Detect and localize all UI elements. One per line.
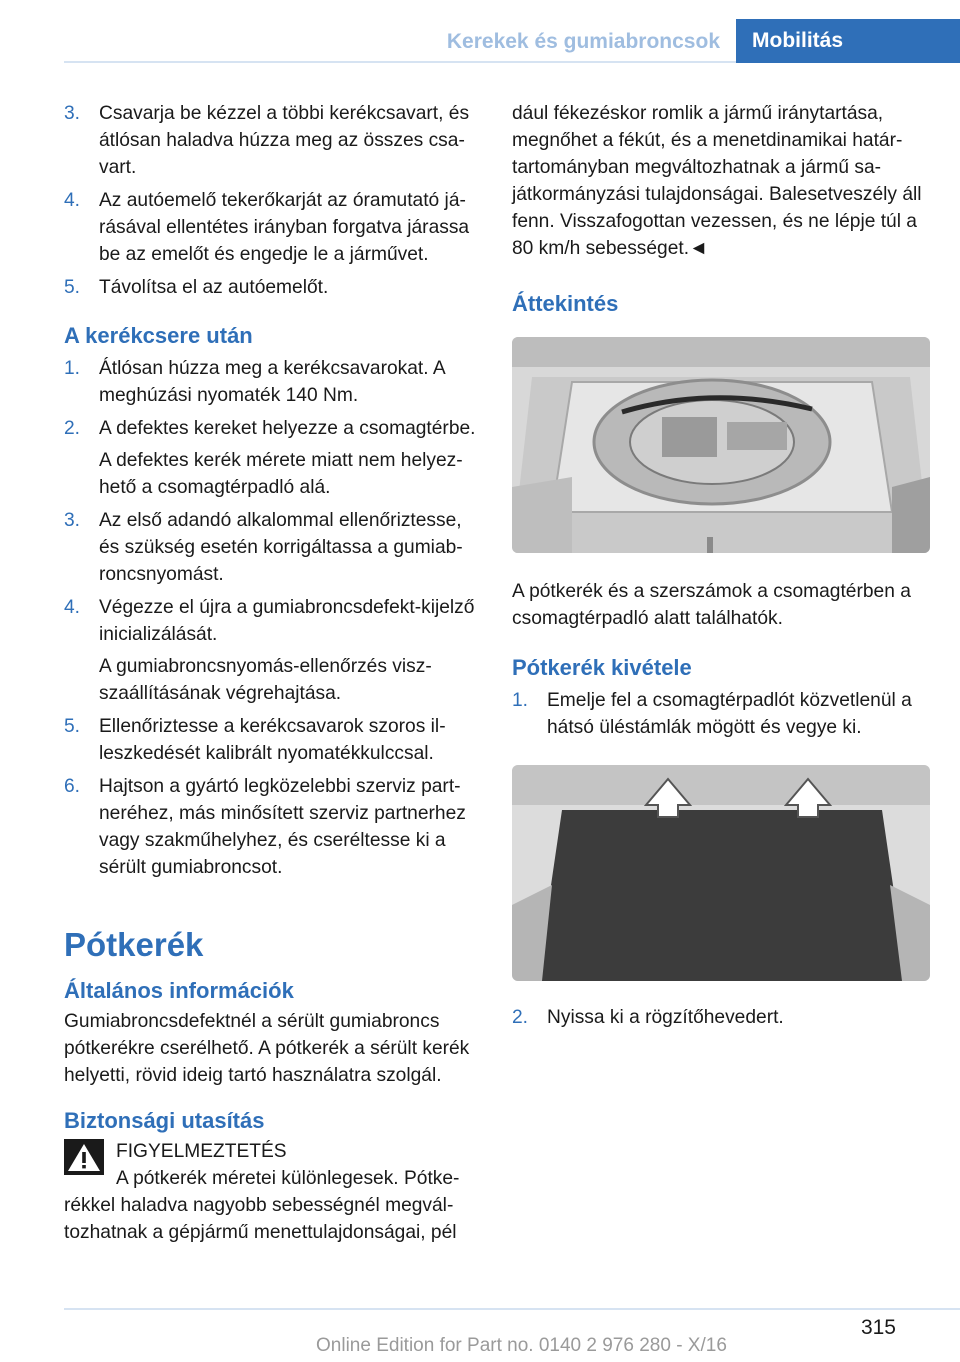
overview-caption: A pótkerék és a szerszámok a csomagtérben a csomagtérpadló alatt találhatók. [512, 581, 911, 629]
step-text: Ellenőriztesse a kerékcsavarok szoros illeszkedését kalibrált nyomatékkulccsal. [99, 716, 446, 764]
header-chapter-tab[interactable]: Mobilitás [736, 19, 960, 63]
step-number: 2. [512, 1007, 529, 1028]
step-text: Csavarja be kézzel a többi kerékcsavart, és átlósan haladva húzza meg az összes csavart. [99, 103, 470, 178]
step-text: Átlósan húzza meg a kerékcsavarokat. A meghúzási nyomaték 140 Nm. [99, 358, 445, 406]
warning-label: FIGYELMEZTETÉS [116, 1141, 287, 1162]
general-info-text: Gumiabroncsdefektnél a sérült gumiabroncs pótkerékre cserélhető. A pótkerék a sérült kerék helyetti, rövid ideig tartó használatra szolgál. [64, 1011, 470, 1086]
list-item [64, 594, 480, 707]
step-text: Végezze el újra a gumiabroncsdefekt-kijelző inicializálását. [99, 597, 475, 645]
edition-text: Online Edition for Part no. 0140 2 976 280 - X/16 [316, 1335, 727, 1356]
warning-icon [64, 1139, 104, 1175]
list-item [512, 1004, 930, 1031]
step-text: Az autóemelő tekerőkarját az óramutató járásával ellentétes irányban forgatva járassa be az emelőt és engedje le a járművet. [99, 190, 470, 265]
step-text: Nyissa ki a rögzítőhevedert. [547, 1007, 784, 1028]
right-column [512, 100, 930, 1037]
list-item [64, 274, 480, 301]
step-note: A defektes kerék mérete miatt nem helyezhető a csomagtérpadló alá. [99, 450, 463, 498]
step-number: 5. [64, 277, 81, 298]
step-number: 2. [64, 418, 81, 439]
after-change-heading: A kerékcsere után [64, 323, 253, 348]
list-item [512, 687, 930, 741]
warning-text-continued: dául fékezéskor romlik a jármű iránytartása, megnőhet a fékút, és a menetdinamikai határtartományban megváltozhatnak a jármű sajátkormányzási tulajdonságai. Balesetveszély áll fenn. Visszafogottan vezessen, és ne lépje túl a 80 km/h sebességet.◄ [512, 103, 922, 259]
list-item [64, 187, 480, 268]
step-text: Távolítsa el az autóemelőt. [99, 277, 329, 298]
list-item [64, 773, 480, 881]
step-note: A gumiabroncsnyomás-ellenőrzés viszszaállításának végrehajtása. [99, 656, 432, 704]
left-column [64, 100, 480, 1246]
step-number: 5. [64, 716, 81, 737]
overview-heading: Áttekintés [512, 291, 619, 316]
header-section-title: Kerekek és gumiabroncsok [446, 30, 720, 53]
step-number: 3. [64, 103, 81, 124]
step-text: Az első adandó alkalommal ellenőriztesse, és szükség esetén korrigáltassa a gumiabroncsnyomást. [99, 510, 463, 585]
step-number: 1. [64, 358, 81, 379]
list-item [64, 713, 480, 767]
spare-wheel-heading: Pótkerék [64, 926, 204, 963]
list-item [64, 355, 480, 409]
trunk-spare-wheel-photo [512, 337, 930, 553]
step-number: 1. [512, 690, 529, 711]
step-number: 6. [64, 776, 81, 797]
general-info-heading: Általános információk [64, 978, 294, 1003]
warning-block [64, 1138, 480, 1246]
removal-heading: Pótkerék kivétele [512, 655, 692, 680]
step-text: A defektes kereket helyezze a csomagtérbe. [99, 418, 476, 439]
step-number: 3. [64, 510, 81, 531]
steps-list-b [64, 355, 480, 881]
step-number: 4. [64, 190, 81, 211]
trunk-floor-lift-photo [512, 765, 930, 981]
step-text: Hajtson a gyártó legközelebbi szerviz partneréhez, más minősített szerviz partnerhez vagy szakműhelyhez, és cseréltesse ki a sérült gumiabroncsot. [99, 776, 466, 878]
list-item [64, 100, 480, 181]
footer-rule [64, 1308, 960, 1310]
steps-list-a [64, 100, 480, 301]
list-item [64, 415, 480, 501]
page-number: 315 [860, 1316, 896, 1339]
list-item [64, 507, 480, 588]
safety-heading: Biztonsági utasítás [64, 1108, 265, 1133]
step-number: 4. [64, 597, 81, 618]
warning-text-start: A pótkerék méretei különlegesek. Pótkerékkel haladva nagyobb sebességnél megváltozhatnak a gépjármű menettulajdonságai, pél [64, 1168, 460, 1243]
step-text: Emelje fel a csomagtérpadlót közvetlenül a hátsó üléstámlák mögött és vegye ki. [547, 690, 912, 738]
